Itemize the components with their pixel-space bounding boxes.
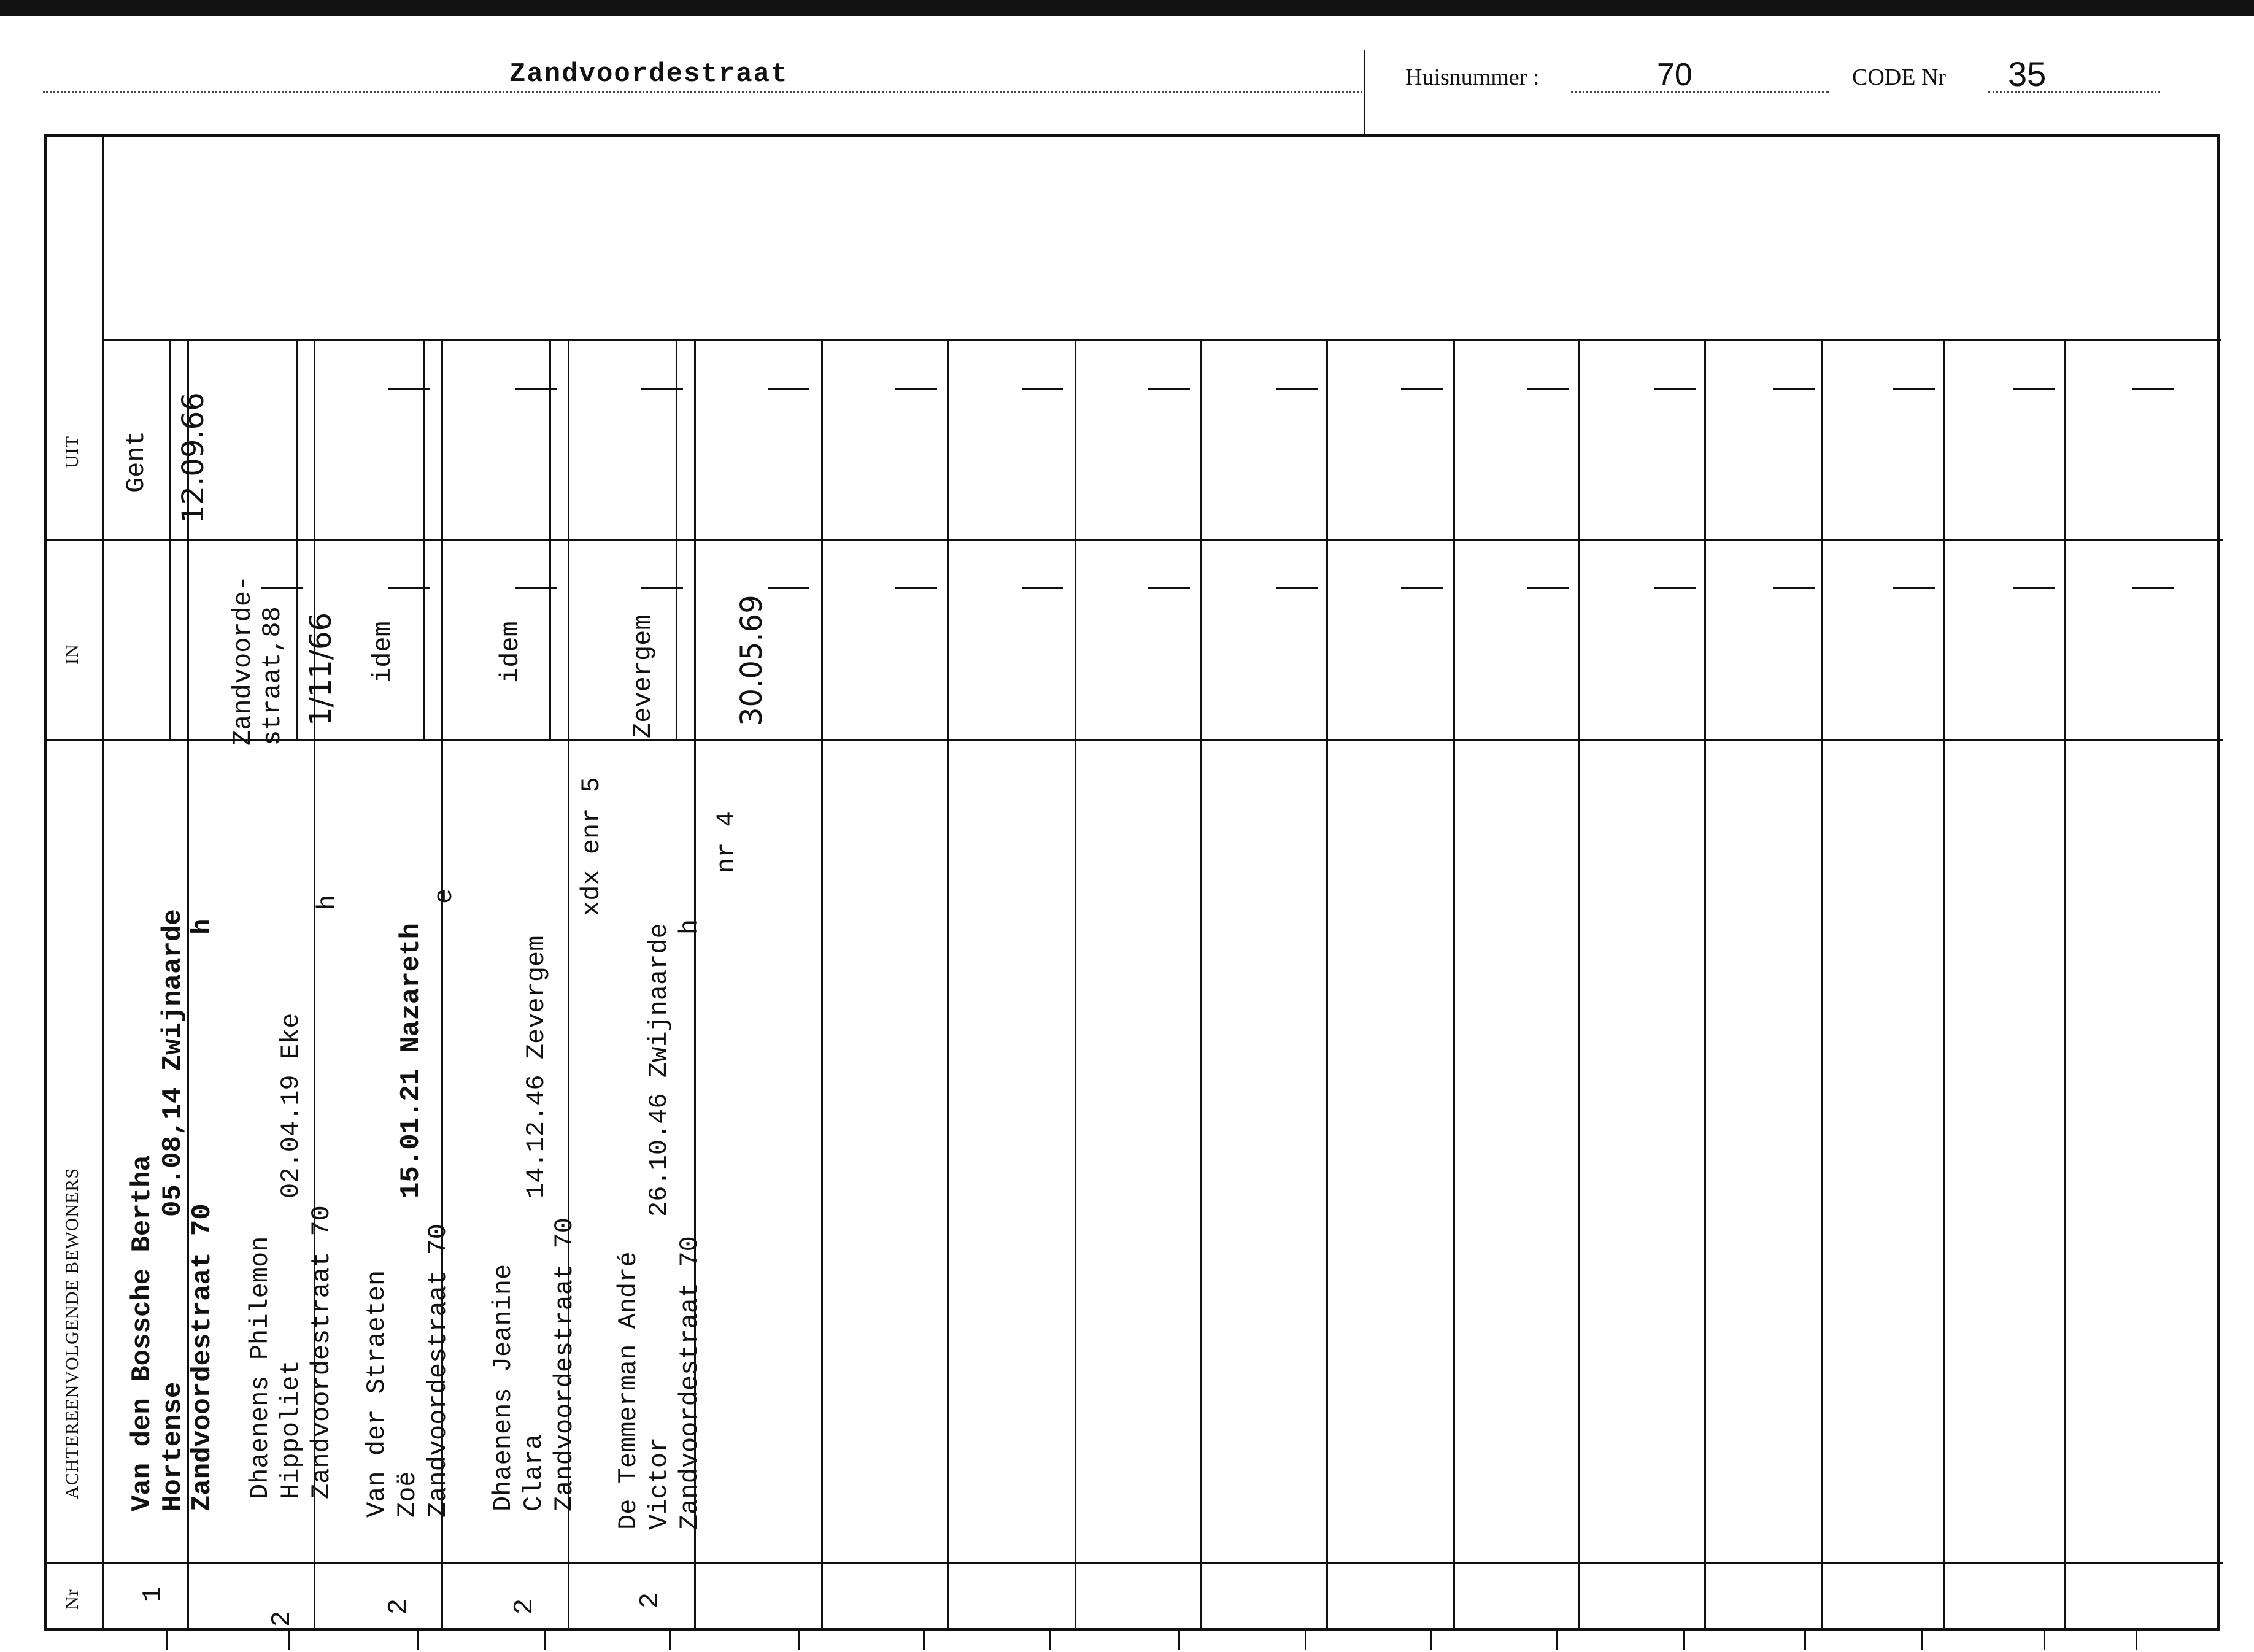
- bottom-tick: [1683, 1631, 1685, 1650]
- resident-3-mark: e: [430, 888, 459, 904]
- band-line-uit-in: [47, 539, 2223, 541]
- resident-1-mark: h: [187, 918, 218, 935]
- col1-subsplit: [169, 339, 171, 739]
- resident-4-in-place: idem: [496, 621, 525, 683]
- resident-5-birth: 26.10.46 Zwijnaarde: [644, 923, 674, 1217]
- resident-2-nr: 2: [267, 1610, 298, 1627]
- empty-cell-dash: [515, 587, 557, 589]
- resident-5-extra: nr 4: [712, 811, 741, 873]
- label-column-separator: [102, 137, 104, 1629]
- bottom-tick: [166, 1631, 168, 1650]
- bottom-tick: [2136, 1631, 2137, 1650]
- resident-2-mark: h: [313, 894, 342, 910]
- empty-cell-dash: [1654, 388, 1696, 390]
- column-separator: [1821, 339, 1823, 1629]
- resident-5-address: Zandvoordestraat 70: [675, 1236, 704, 1530]
- col5-subsplit: [676, 339, 677, 739]
- resident-3-in-place: idem: [368, 621, 398, 683]
- empty-cell-dash: [768, 587, 809, 589]
- empty-cell-dash: [1893, 388, 1935, 390]
- empty-cell-dash: [2013, 388, 2055, 390]
- empty-cell-dash: [1401, 388, 1443, 390]
- bottom-tick: [417, 1631, 419, 1650]
- bottom-tick: [669, 1631, 671, 1650]
- huisnummer-dotted-line: [1571, 91, 1829, 93]
- bottom-tick: [1178, 1631, 1180, 1650]
- bottom-tick: [923, 1631, 925, 1650]
- empty-cell-dash: [1893, 587, 1935, 589]
- street-name: Zandvoordestraat: [509, 59, 789, 90]
- bottom-tick: [798, 1631, 800, 1650]
- resident-2-address: Zandvoordestraat 70: [307, 1205, 336, 1499]
- empty-cell-dash: [1276, 388, 1318, 390]
- column-separator: [1704, 339, 1706, 1629]
- resident-5-mark: h: [675, 919, 704, 935]
- label-in: IN: [62, 644, 82, 665]
- column-separator: [1200, 339, 1202, 1629]
- resident-3-nr: 2: [384, 1598, 415, 1615]
- resident-4-name: Dhaenens Jeanine: [488, 1264, 518, 1511]
- column-separator: [821, 339, 823, 1629]
- resident-5-in-place: Zevergem: [628, 614, 658, 738]
- band-line-in-bewoners: [47, 739, 2223, 741]
- scan-top-edge: [0, 0, 2254, 16]
- resident-2-birth: 02.04.19 Eke: [276, 1013, 306, 1198]
- resident-3-name2: Zoë: [393, 1471, 422, 1518]
- resident-2-in-place: Zandvoorde-: [228, 575, 258, 746]
- empty-cell-dash: [1276, 587, 1318, 589]
- resident-2-name2: Hippoliet: [276, 1360, 306, 1499]
- column-separator: [1326, 339, 1328, 1629]
- resident-1-birth: 05.08,14 Zwijnaarde: [158, 909, 188, 1217]
- residents-form: [44, 134, 2220, 1631]
- band-line-bewoners-nr: [47, 1562, 2223, 1564]
- bottom-tick: [288, 1631, 290, 1650]
- resident-4-extra: xdx enr 5: [577, 777, 606, 916]
- empty-cell-dash: [1654, 587, 1696, 589]
- huisnummer-label: Huisnummer :: [1405, 64, 1540, 90]
- label-bewoners: ACHTEREENVOLGENDE BEWONERS: [62, 1167, 82, 1499]
- code-nr-value: 35: [2008, 55, 2047, 93]
- resident-4-address: Zandvoordestraat 70: [550, 1218, 579, 1511]
- column-separator: [1578, 339, 1580, 1629]
- empty-cell-dash: [515, 388, 557, 390]
- bottom-tick: [1921, 1631, 1923, 1650]
- empty-cell-dash: [388, 388, 430, 390]
- empty-cell-dash: [1527, 388, 1569, 390]
- empty-cell-dash: [641, 388, 683, 390]
- resident-1-address: Zandvoordestraat 70: [187, 1203, 218, 1511]
- resident-5-nr: 2: [635, 1592, 666, 1609]
- empty-cell-dash: [388, 587, 430, 589]
- col2-subsplit: [296, 339, 298, 739]
- code-dotted-line: [1988, 91, 2160, 93]
- bottom-tick: [1804, 1631, 1806, 1650]
- resident-1-name: Van den Bossche Bertha: [127, 1155, 158, 1511]
- resident-3-birth: 15.01.21 Nazareth: [396, 923, 426, 1198]
- empty-cell-dash: [1148, 388, 1190, 390]
- resident-1-uit-place: Gent: [122, 431, 151, 493]
- huisnummer-value: 70: [1657, 57, 1692, 93]
- empty-cell-dash: [1527, 587, 1569, 589]
- bottom-tick: [2044, 1631, 2045, 1650]
- empty-cell-dash: [2132, 587, 2174, 589]
- band-line-uit-top: [104, 339, 2221, 341]
- resident-1-name2: Hortense: [158, 1381, 188, 1511]
- empty-cell-dash: [1022, 388, 1063, 390]
- col4-subsplit: [549, 339, 551, 739]
- column-separator: [1943, 339, 1945, 1629]
- empty-cell-dash: [1022, 587, 1063, 589]
- resident-1-nr: 1: [138, 1586, 169, 1603]
- empty-cell-dash: [1773, 587, 1815, 589]
- resident-5-name: De Temmerman André: [614, 1251, 643, 1530]
- resident-5-in-date: 30.05.69: [735, 595, 769, 726]
- col3-subsplit: [423, 339, 425, 739]
- street-dotted-line: [43, 91, 1362, 93]
- bottom-tick: [1430, 1631, 1432, 1650]
- bottom-tick: [544, 1631, 546, 1650]
- empty-cell-dash: [261, 587, 303, 589]
- code-nr-label: CODE Nr: [1852, 64, 1947, 90]
- bottom-tick: [1049, 1631, 1051, 1650]
- bottom-tick: [1305, 1631, 1306, 1650]
- empty-cell-dash: [1773, 388, 1815, 390]
- resident-3-address: Zandvoordestraat 70: [423, 1224, 453, 1518]
- empty-cell-dash: [2013, 587, 2055, 589]
- empty-cell-dash: [895, 388, 937, 390]
- empty-cell-dash: [895, 587, 937, 589]
- resident-2-name: Dhaenens Philemon: [245, 1236, 275, 1499]
- empty-cell-dash: [641, 587, 683, 589]
- empty-cell-dash: [1401, 587, 1443, 589]
- resident-4-name2: Clara: [519, 1434, 549, 1511]
- empty-cell-dash: [2132, 388, 2174, 390]
- resident-1-uit-date: 12.09.66: [176, 392, 210, 523]
- label-uit: UIT: [62, 436, 82, 468]
- resident-2-in-place2: straat,88: [258, 606, 287, 746]
- column-separator: [2064, 339, 2066, 1629]
- column-separator: [1453, 339, 1455, 1629]
- header-separator: [1364, 50, 1365, 134]
- column-separator: [947, 339, 949, 1629]
- empty-cell-dash: [1148, 587, 1190, 589]
- resident-4-nr: 2: [509, 1598, 541, 1615]
- resident-2-in-date: 1/11/66: [304, 612, 338, 726]
- resident-3-name: Van der Straeten: [362, 1270, 392, 1518]
- bottom-tick: [1556, 1631, 1558, 1650]
- resident-4-birth: 14.12.46 Zevergem: [522, 935, 551, 1198]
- label-nr: Nr: [62, 1589, 82, 1610]
- resident-5-name2: Victor: [644, 1437, 674, 1530]
- empty-cell-dash: [768, 388, 809, 390]
- column-separator: [1075, 339, 1076, 1629]
